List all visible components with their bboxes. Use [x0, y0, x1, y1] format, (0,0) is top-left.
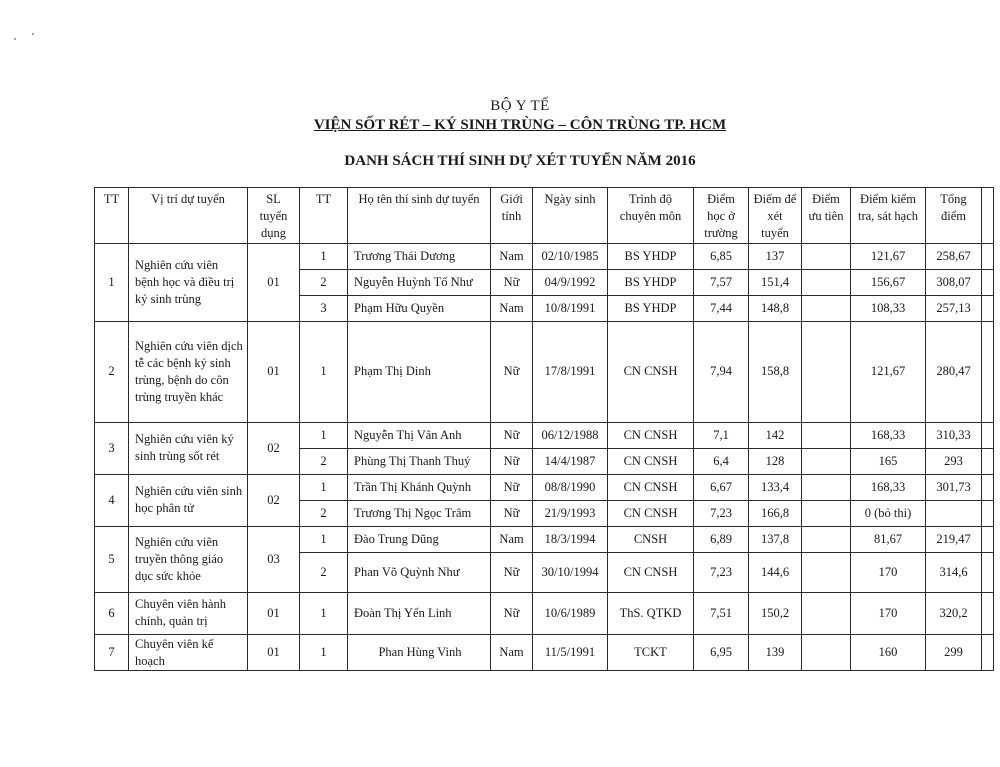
candidate-test-score: 168,33	[851, 474, 926, 500]
candidate-tt: 1	[300, 526, 348, 552]
extra-cell	[982, 243, 994, 269]
candidate-degree: TCKT	[608, 634, 694, 671]
candidate-test-score: 0 (bỏ thi)	[851, 500, 926, 526]
candidate-review-score: 133,4	[749, 474, 802, 500]
group-quota: 01	[248, 634, 300, 671]
candidate-test-score: 108,33	[851, 295, 926, 321]
extra-cell	[982, 634, 994, 671]
candidate-dob: 02/10/1985	[533, 243, 608, 269]
candidate-gender: Nam	[491, 243, 533, 269]
candidate-tt: 1	[300, 422, 348, 448]
group-number: 1	[95, 243, 129, 321]
document-title: DANH SÁCH THÍ SINH DỰ XÉT TUYỂN NĂM 2016	[344, 153, 696, 169]
candidate-school-score: 6,67	[694, 474, 749, 500]
candidate-name: Trương Thái Dương	[348, 243, 491, 269]
header-gender: Giới tính	[491, 188, 533, 244]
candidate-total: 320,2	[926, 592, 982, 634]
candidate-priority-score	[802, 474, 851, 500]
candidate-gender: Nam	[491, 295, 533, 321]
candidate-name: Trương Thị Ngọc Trâm	[348, 500, 491, 526]
candidate-dob: 04/9/1992	[533, 269, 608, 295]
candidate-total: 301,73	[926, 474, 982, 500]
candidate-school-score: 7,51	[694, 592, 749, 634]
candidate-gender: Nữ	[491, 321, 533, 422]
group-position: Nghiên cứu viên truyền thông giáo dục sức khỏe	[129, 526, 248, 592]
header-position: Vị trí dự tuyển	[129, 188, 248, 244]
candidate-tt: 2	[300, 552, 348, 592]
group-number: 4	[95, 474, 129, 526]
candidate-gender: Nữ	[491, 474, 533, 500]
ministry-heading: BỘ Y TẾ	[490, 98, 550, 114]
candidate-school-score: 7,23	[694, 500, 749, 526]
group-position: Chuyên viên hành chính, quản trị	[129, 592, 248, 634]
group-number: 5	[95, 526, 129, 592]
candidate-degree: CN CNSH	[608, 474, 694, 500]
candidate-dob: 17/8/1991	[533, 321, 608, 422]
candidate-test-score: 121,67	[851, 321, 926, 422]
group-number: 2	[95, 321, 129, 422]
extra-cell	[982, 500, 994, 526]
candidate-tt: 1	[300, 592, 348, 634]
candidate-school-score: 7,57	[694, 269, 749, 295]
institute-heading: VIỆN SỐT RÉT – KÝ SINH TRÙNG – CÔN TRÙNG TP. HCM	[313, 117, 727, 133]
candidate-school-score: 6,85	[694, 243, 749, 269]
header-quota: SL tuyển dụng	[248, 188, 300, 244]
candidate-priority-score	[802, 448, 851, 474]
extra-cell	[982, 321, 994, 422]
group-position: Nghiên cứu viên bệnh học và điều trị ký sinh trùng	[129, 243, 248, 321]
header-dob: Ngày sinh	[533, 188, 608, 244]
candidate-priority-score	[802, 321, 851, 422]
candidate-tt: 1	[300, 321, 348, 422]
candidate-priority-score	[802, 552, 851, 592]
candidate-review-score: 148,8	[749, 295, 802, 321]
group-position: Nghiên cứu viên ký sinh trùng sốt rét	[129, 422, 248, 474]
extra-cell	[982, 526, 994, 552]
extra-cell	[982, 269, 994, 295]
candidate-review-score: 137	[749, 243, 802, 269]
header-name: Họ tên thí sinh dự tuyển	[348, 188, 491, 244]
group-quota: 03	[248, 526, 300, 592]
candidate-total	[926, 500, 982, 526]
header-degree: Trình độ chuyên môn	[608, 188, 694, 244]
candidate-total: 219,47	[926, 526, 982, 552]
candidate-priority-score	[802, 243, 851, 269]
extra-cell	[982, 295, 994, 321]
candidate-dob: 21/9/1993	[533, 500, 608, 526]
candidate-test-score: 121,67	[851, 243, 926, 269]
candidate-name: Đoàn Thị Yến Linh	[348, 592, 491, 634]
header-priority-score: Điểm ưu tiên	[802, 188, 851, 244]
candidate-dob: 30/10/1994	[533, 552, 608, 592]
candidate-tt: 1	[300, 634, 348, 671]
candidate-degree: ThS. QTKD	[608, 592, 694, 634]
group-position: Nghiên cứu viên sinh học phân tử	[129, 474, 248, 526]
candidate-name: Nguyễn Huỳnh Tố Như	[348, 269, 491, 295]
group-position: Nghiên cứu viên dịch tễ các bệnh ký sinh trùng, bệnh do côn trùng truyền khác	[129, 321, 248, 422]
candidate-priority-score	[802, 500, 851, 526]
candidate-name: Đào Trung Dũng	[348, 526, 491, 552]
candidate-name: Nguyễn Thị Vân Anh	[348, 422, 491, 448]
candidate-total: 314,6	[926, 552, 982, 592]
candidate-degree: BS YHDP	[608, 243, 694, 269]
candidate-gender: Nữ	[491, 500, 533, 526]
candidate-test-score: 160	[851, 634, 926, 671]
candidate-gender: Nữ	[491, 448, 533, 474]
candidate-table	[94, 187, 994, 671]
candidate-test-score: 170	[851, 552, 926, 592]
candidate-review-score: 144,6	[749, 552, 802, 592]
candidate-school-score: 7,1	[694, 422, 749, 448]
candidate-priority-score	[802, 526, 851, 552]
group-quota: 01	[248, 592, 300, 634]
scan-speck	[32, 33, 34, 35]
group-position: Chuyên viên kế hoạch	[129, 634, 248, 671]
scan-speck	[14, 38, 16, 40]
candidate-degree: CNSH	[608, 526, 694, 552]
header-tt: TT	[95, 188, 129, 244]
candidate-name: Phạm Thị Dinh	[348, 321, 491, 422]
candidate-degree: CN CNSH	[608, 448, 694, 474]
header-test-score: Điểm kiểm tra, sát hạch	[851, 188, 926, 244]
candidate-gender: Nam	[491, 526, 533, 552]
candidate-degree: CN CNSH	[608, 500, 694, 526]
extra-cell	[982, 552, 994, 592]
extra-cell	[982, 474, 994, 500]
candidate-dob: 18/3/1994	[533, 526, 608, 552]
candidate-review-score: 158,8	[749, 321, 802, 422]
candidate-priority-score	[802, 634, 851, 671]
candidate-gender: Nữ	[491, 592, 533, 634]
candidate-total: 280,47	[926, 321, 982, 422]
candidate-review-score: 139	[749, 634, 802, 671]
candidate-name: Phan Võ Quỳnh Như	[348, 552, 491, 592]
candidate-total: 293	[926, 448, 982, 474]
candidate-review-score: 166,8	[749, 500, 802, 526]
candidate-priority-score	[802, 269, 851, 295]
candidate-dob: 08/8/1990	[533, 474, 608, 500]
group-quota: 01	[248, 243, 300, 321]
extra-cell	[982, 592, 994, 634]
group-quota: 02	[248, 474, 300, 526]
candidate-gender: Nữ	[491, 422, 533, 448]
candidate-gender: Nam	[491, 634, 533, 671]
candidate-dob: 10/8/1991	[533, 295, 608, 321]
candidate-priority-score	[802, 592, 851, 634]
candidate-dob: 14/4/1987	[533, 448, 608, 474]
candidate-review-score: 128	[749, 448, 802, 474]
candidate-school-score: 7,23	[694, 552, 749, 592]
candidate-name: Phùng Thị Thanh Thuý	[348, 448, 491, 474]
extra-cell	[982, 448, 994, 474]
candidate-review-score: 137,8	[749, 526, 802, 552]
candidate-tt: 2	[300, 269, 348, 295]
candidate-gender: Nữ	[491, 269, 533, 295]
candidate-total: 257,13	[926, 295, 982, 321]
candidate-total: 310,33	[926, 422, 982, 448]
candidate-tt: 2	[300, 500, 348, 526]
candidate-tt: 1	[300, 474, 348, 500]
candidate-tt: 1	[300, 243, 348, 269]
candidate-school-score: 7,44	[694, 295, 749, 321]
candidate-total: 258,67	[926, 243, 982, 269]
group-number: 6	[95, 592, 129, 634]
header-tt2: TT	[300, 188, 348, 244]
candidate-degree: BS YHDP	[608, 295, 694, 321]
group-quota: 02	[248, 422, 300, 474]
candidate-school-score: 6,89	[694, 526, 749, 552]
candidate-name: Phan Hùng Vinh	[348, 634, 491, 671]
candidate-tt: 2	[300, 448, 348, 474]
candidate-degree: CN CNSH	[608, 321, 694, 422]
candidate-total: 308,07	[926, 269, 982, 295]
candidate-total: 299	[926, 634, 982, 671]
candidate-school-score: 6,4	[694, 448, 749, 474]
candidate-dob: 10/6/1989	[533, 592, 608, 634]
candidate-name: Trần Thị Khánh Quỳnh	[348, 474, 491, 500]
candidate-review-score: 151,4	[749, 269, 802, 295]
header-school-score: Điểm học ở trường	[694, 188, 749, 244]
candidate-school-score: 6,95	[694, 634, 749, 671]
candidate-review-score: 150,2	[749, 592, 802, 634]
candidate-degree: BS YHDP	[608, 269, 694, 295]
header-review-score: Điểm để xét tuyển	[749, 188, 802, 244]
candidate-test-score: 81,67	[851, 526, 926, 552]
candidate-tt: 3	[300, 295, 348, 321]
candidate-priority-score	[802, 422, 851, 448]
candidate-name: Phạm Hữu Quyền	[348, 295, 491, 321]
candidate-test-score: 170	[851, 592, 926, 634]
header-extra	[982, 188, 994, 244]
group-number: 7	[95, 634, 129, 671]
candidate-gender: Nữ	[491, 552, 533, 592]
group-quota: 01	[248, 321, 300, 422]
candidate-degree: CN CNSH	[608, 552, 694, 592]
candidate-priority-score	[802, 295, 851, 321]
header-total: Tổng điểm	[926, 188, 982, 244]
group-number: 3	[95, 422, 129, 474]
candidate-school-score: 7,94	[694, 321, 749, 422]
candidate-degree: CN CNSH	[608, 422, 694, 448]
candidate-test-score: 156,67	[851, 269, 926, 295]
candidate-review-score: 142	[749, 422, 802, 448]
candidate-test-score: 165	[851, 448, 926, 474]
candidate-test-score: 168,33	[851, 422, 926, 448]
candidate-dob: 06/12/1988	[533, 422, 608, 448]
candidate-dob: 11/5/1991	[533, 634, 608, 671]
extra-cell	[982, 422, 994, 448]
